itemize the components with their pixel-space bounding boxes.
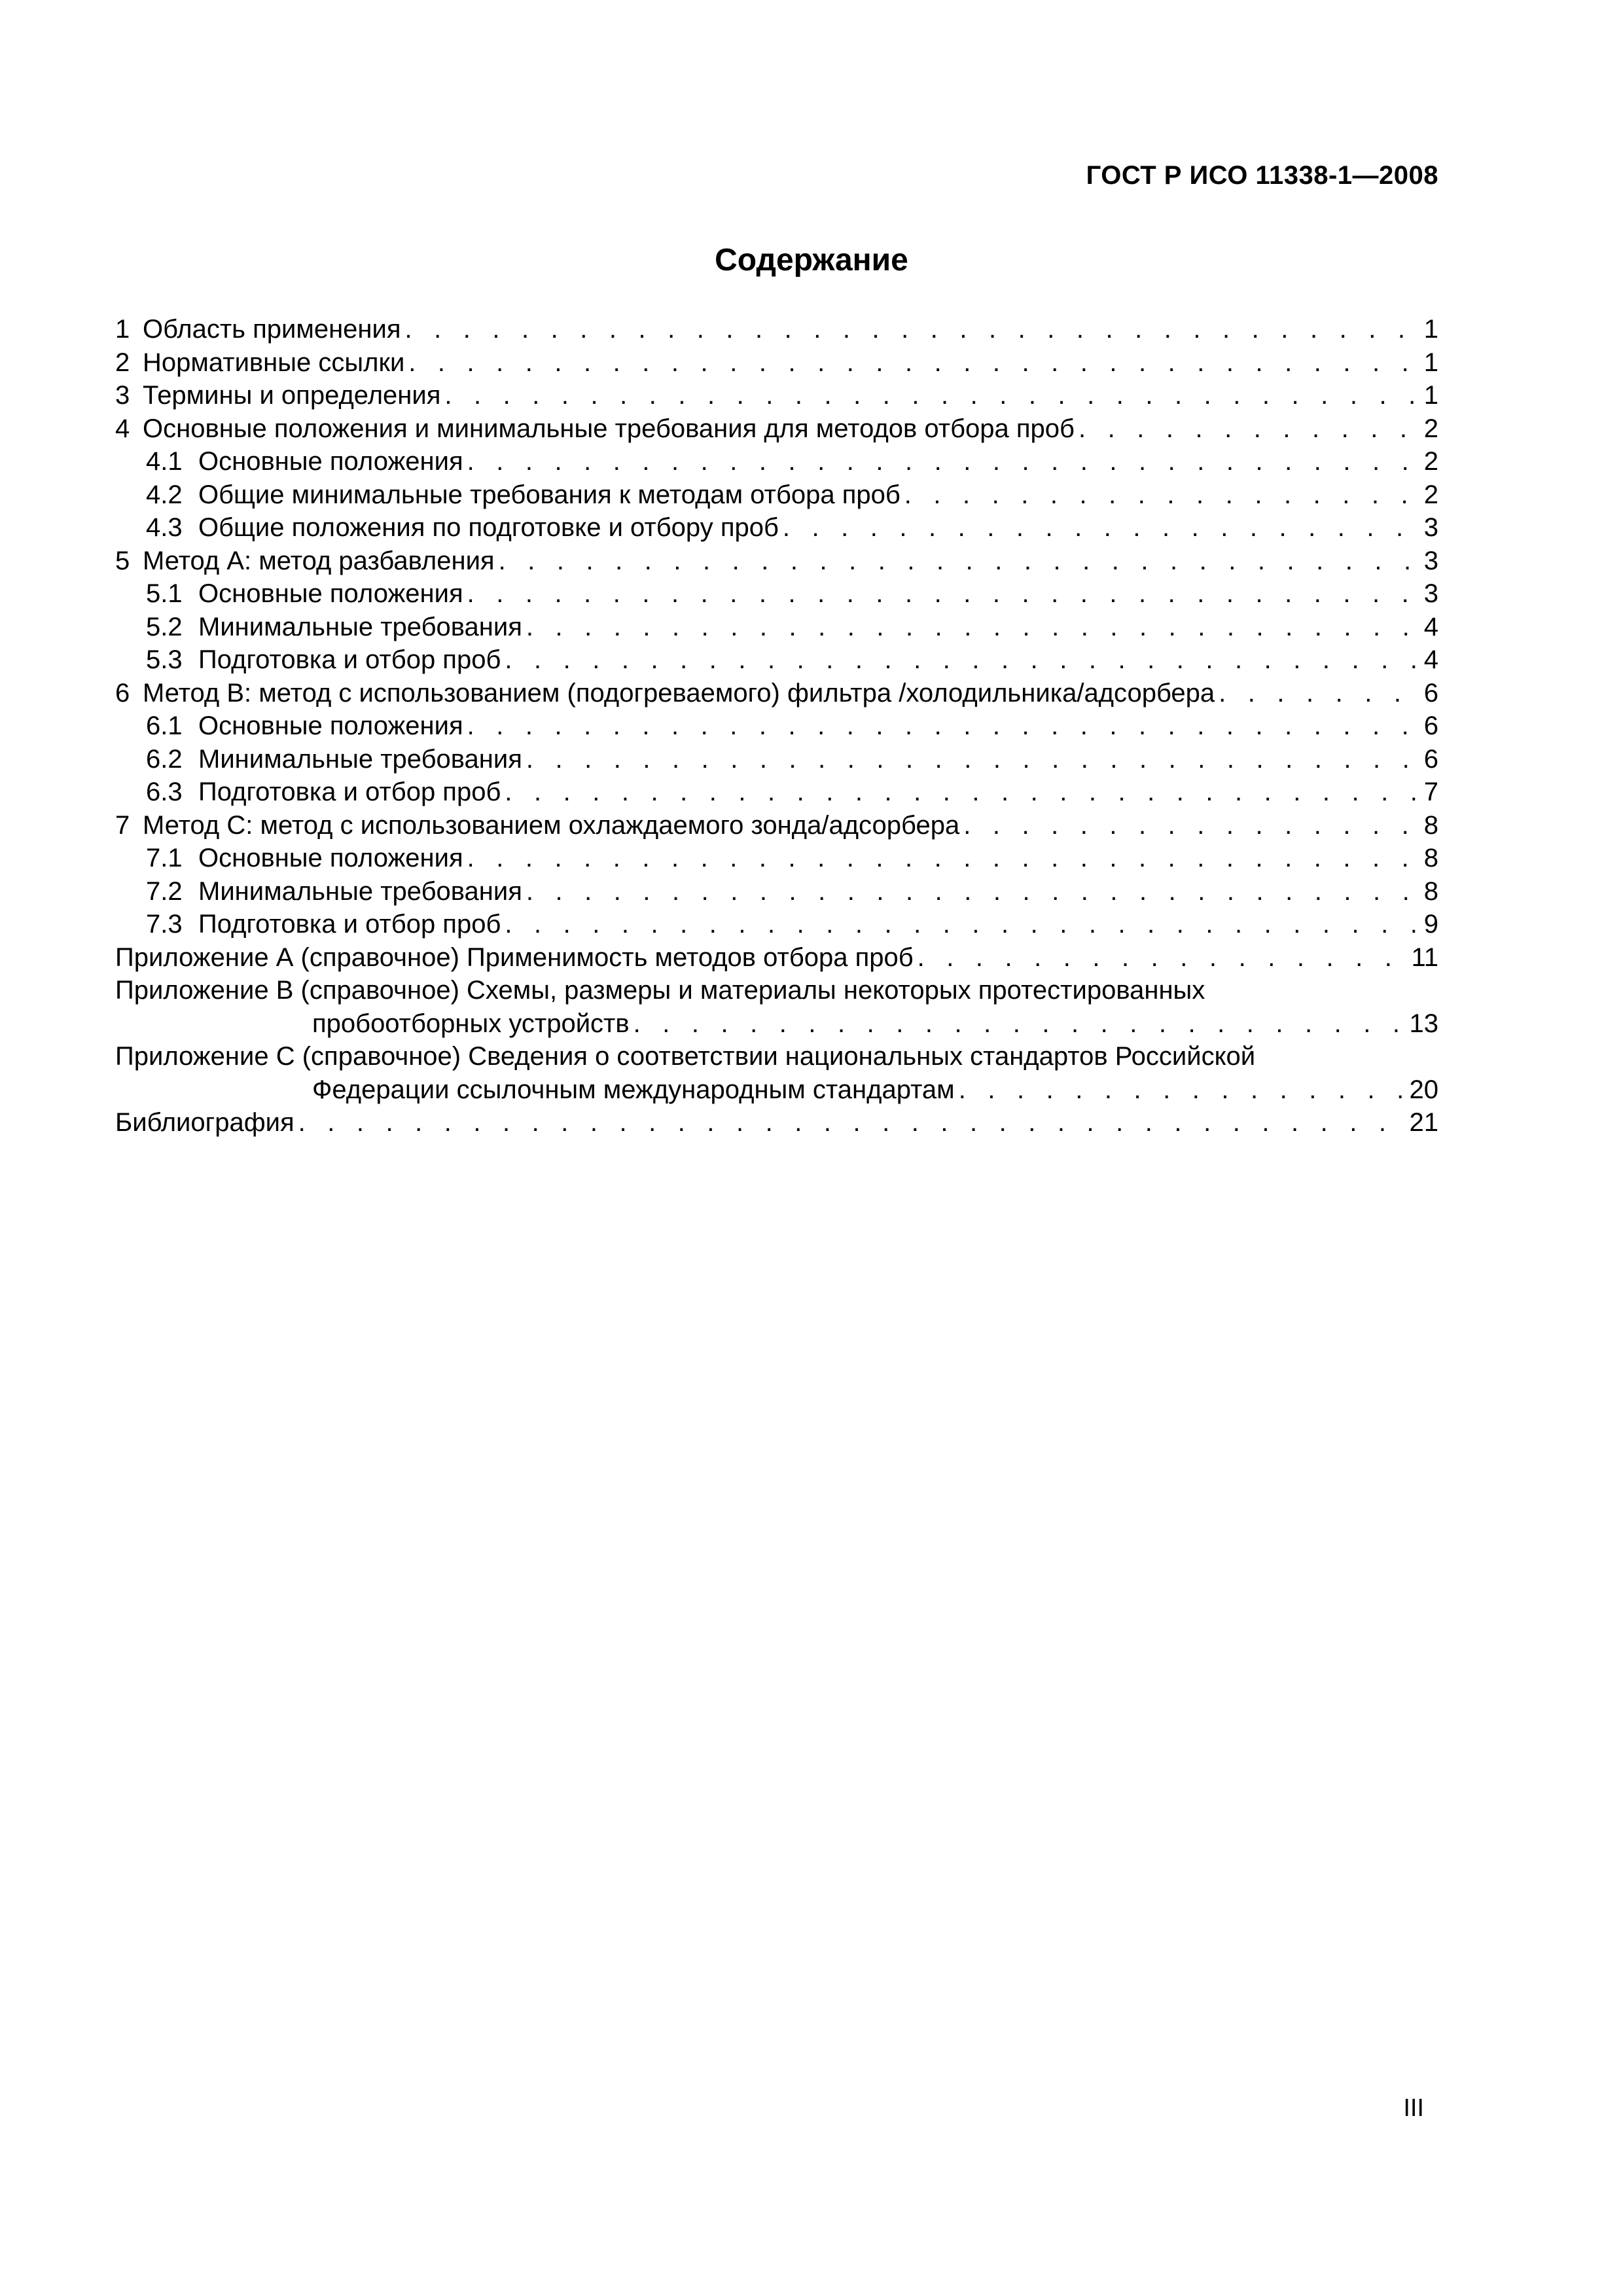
toc-entry[interactable] (115, 313, 1438, 346)
toc-entry-number: 4.1 (146, 447, 183, 476)
dot-leader (408, 346, 1419, 380)
dot-leader (298, 1106, 1406, 1139)
toc-appendix-title: Приложение В (справочное) Схемы, размеры и материалы некоторых протестированных (115, 976, 1205, 1005)
toc-entry-page: 13 (1409, 1009, 1438, 1038)
toc-entry[interactable] (115, 545, 1438, 578)
toc-appendix-c-continuation[interactable] (115, 1073, 1438, 1107)
toc-appendix-title-continued: пробоотборных устройств (312, 1009, 630, 1038)
toc-entry-number: 4.2 (146, 480, 183, 509)
dot-leader (526, 743, 1419, 776)
toc-entry[interactable] (115, 709, 1438, 743)
dot-leader (499, 545, 1419, 578)
document-code: ГОСТ Р ИСО 11338-1—2008 (1086, 161, 1438, 190)
toc-entry-page: 8 (1423, 876, 1438, 906)
toc-entry[interactable] (115, 776, 1438, 809)
toc-entry-title: Нормативные ссылки (143, 348, 405, 377)
toc-entry[interactable] (115, 809, 1438, 842)
toc-entry[interactable] (115, 412, 1438, 446)
toc-entry[interactable] (115, 445, 1438, 478)
dot-leader (505, 643, 1419, 677)
toc-bibliography-title: Библиография (115, 1108, 294, 1137)
dot-leader (633, 1007, 1406, 1041)
toc-entry-page: 1 (1423, 315, 1438, 344)
toc-title: Содержание (715, 243, 908, 278)
toc-entry-page: 6 (1423, 711, 1438, 740)
toc-entry-page: 2 (1423, 480, 1438, 509)
page-number: III (1403, 2094, 1424, 2122)
toc-entry-page: 3 (1423, 579, 1438, 608)
dot-leader (467, 577, 1419, 611)
toc-entry[interactable] (115, 577, 1438, 611)
toc-entry[interactable] (115, 743, 1438, 776)
toc-entry-page: 20 (1409, 1075, 1438, 1104)
toc-entry-title: Основные положения и минимальные требования для методов отбора проб (143, 414, 1075, 443)
toc-entry-page: 21 (1409, 1108, 1438, 1137)
toc-entry-page: 8 (1423, 844, 1438, 872)
toc-entry-page: 3 (1423, 546, 1438, 575)
toc-entry[interactable] (115, 643, 1438, 677)
toc-entry-number: 6.2 (146, 744, 183, 774)
toc-appendix-b[interactable] (115, 974, 1438, 1007)
toc-entry-page: 6 (1423, 744, 1438, 774)
dot-leader (526, 875, 1419, 908)
toc-entry-page: 11 (1411, 942, 1438, 972)
toc-entry-title: Подготовка и отбор проб (198, 910, 501, 939)
dot-leader (467, 842, 1419, 875)
dot-leader (1079, 412, 1419, 446)
toc-entry-title: Минимальные требования (198, 744, 522, 774)
toc-entry-number: 6 (115, 678, 130, 708)
toc-entry-number: 5.2 (146, 612, 183, 641)
dot-leader (467, 709, 1419, 743)
toc-appendix-a[interactable] (115, 941, 1438, 975)
toc-entry-number: 6.3 (146, 778, 183, 806)
toc-entry[interactable] (115, 677, 1438, 710)
toc-entry-page: 2 (1423, 447, 1438, 476)
toc-entry-title: Метод В: метод с использованием (подогреваемого) фильтра /холодильника/адсорбера (143, 678, 1215, 708)
dot-leader (918, 941, 1408, 975)
toc-entry-page: 2 (1423, 414, 1438, 443)
toc-entry-number: 5.1 (146, 579, 183, 608)
toc-entry-number: 7.1 (146, 844, 183, 872)
toc-entry[interactable] (115, 611, 1438, 644)
toc-appendix-b-continuation[interactable] (115, 1007, 1438, 1041)
toc-entry-number: 7.3 (146, 910, 183, 939)
dot-leader (444, 379, 1419, 412)
toc-entry-title: Основные положения (198, 579, 463, 608)
toc-entry-title: Область применения (143, 315, 401, 344)
toc-entry-title: Минимальные требования (198, 876, 522, 906)
dot-leader (904, 478, 1419, 512)
toc-entry[interactable] (115, 908, 1438, 941)
toc-entry-page: 8 (1423, 810, 1438, 840)
toc-entry[interactable] (115, 379, 1438, 412)
toc-entry-number: 7 (115, 810, 130, 840)
toc-entry-page: 3 (1423, 513, 1438, 542)
toc-entry-number: 7.2 (146, 876, 183, 906)
toc-entry[interactable] (115, 842, 1438, 875)
toc-entry-title: Основные положения (198, 447, 463, 476)
toc-entry-title: Термины и определения (143, 381, 441, 410)
toc-entry-title: Основные положения (198, 844, 463, 872)
toc-entry-title: Подготовка и отбор проб (198, 778, 501, 806)
toc-entry-title: Метод С: метод с использованием охлаждаемого зонда/адсорбера (143, 810, 960, 840)
toc-entry-number: 4 (115, 414, 130, 443)
toc-entry[interactable] (115, 511, 1438, 545)
toc-entry-number: 1 (115, 315, 130, 344)
toc-appendix-title: Приложение А (справочное) Применимость методов отбора проб (115, 942, 914, 972)
dot-leader (959, 1073, 1406, 1107)
toc-entry[interactable] (115, 478, 1438, 512)
toc-entry-page: 7 (1423, 778, 1438, 806)
toc-entry-page: 9 (1423, 910, 1438, 939)
toc-entry-page: 4 (1423, 612, 1438, 641)
toc-entry[interactable] (115, 875, 1438, 908)
toc-entry-title: Общие минимальные требования к методам отбора проб (198, 480, 901, 509)
toc-entry-page: 6 (1423, 678, 1438, 708)
toc-entry-title: Общие положения по подготовке и отбору проб (198, 513, 779, 542)
toc-appendix-title-continued: Федерации ссылочным международным стандартам (312, 1075, 955, 1104)
toc-entry-page: 4 (1423, 645, 1438, 674)
dot-leader (1219, 677, 1419, 710)
dot-leader (505, 908, 1419, 941)
dot-leader (405, 313, 1419, 346)
toc-entry-title: Метод А: метод разбавления (143, 546, 495, 575)
toc-entry-number: 4.3 (146, 513, 183, 542)
toc-entry-title: Основные положения (198, 711, 463, 740)
dot-leader (783, 511, 1419, 545)
dot-leader (505, 776, 1419, 809)
toc-entry-title: Подготовка и отбор проб (198, 645, 501, 674)
toc-appendix-title: Приложение С (справочное) Сведения о соответствии национальных стандартов Российской (115, 1042, 1256, 1071)
toc-appendix-c[interactable] (115, 1040, 1438, 1073)
toc-entry[interactable] (115, 346, 1438, 380)
toc-entry-title: Минимальные требования (198, 612, 522, 641)
toc-entry-number: 5 (115, 546, 130, 575)
dot-leader (526, 611, 1419, 644)
toc-entry-number: 6.1 (146, 711, 183, 740)
dot-leader (963, 809, 1419, 842)
toc-entry-number: 3 (115, 381, 130, 410)
toc-entry-page: 1 (1423, 381, 1438, 410)
toc-bibliography[interactable] (115, 1106, 1438, 1139)
toc-entry-page: 1 (1423, 348, 1438, 377)
toc-entry-number: 2 (115, 348, 130, 377)
dot-leader (467, 445, 1419, 478)
toc-entry-number: 5.3 (146, 645, 183, 674)
table-of-contents (115, 313, 1438, 1139)
